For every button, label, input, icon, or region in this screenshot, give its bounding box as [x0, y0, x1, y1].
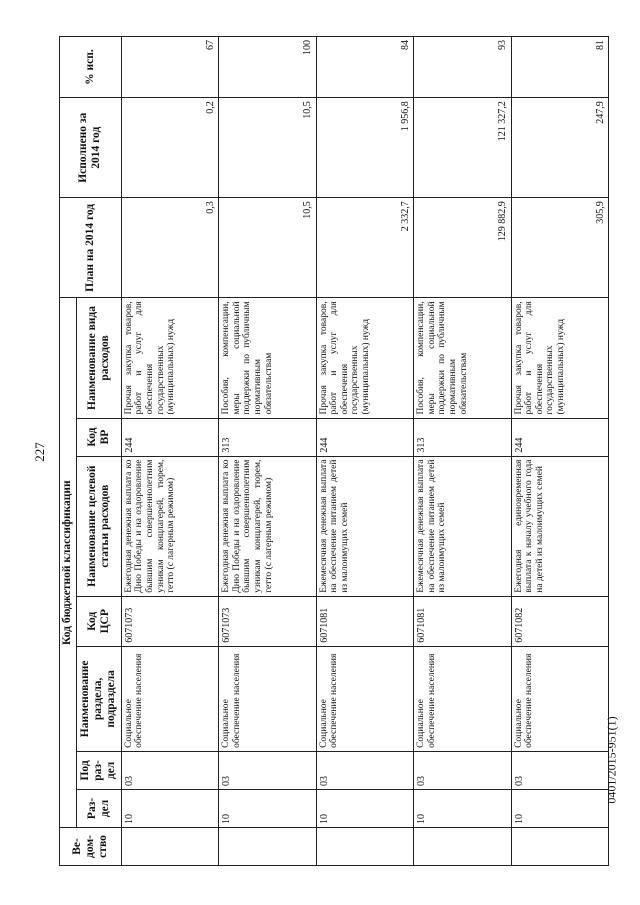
cell-csr-name: Ежегодная денежная выплата ко Дню Победы и на оздоровление бывшим совершеннолетним узникам концлагерей, тюрем, гетто (с лагерным режимом) [121, 456, 218, 596]
cell-pct: 84 [316, 37, 413, 98]
table-row [316, 37, 413, 866]
cell-vr: 313 [219, 418, 316, 456]
cell-razdel: 10 [511, 789, 608, 827]
cell-vr-name: Прочая закупка товаров, работ и услуг для обеспечения государственных (муниципальных) нужд [121, 298, 218, 418]
cell-razdel: 10 [219, 789, 316, 827]
cell-vr-name: Пособия, компенсации, меры социальной поддержки по публичным нормативным обязательствам [414, 298, 511, 418]
cell-pct: 81 [511, 37, 608, 98]
header-vr-name: Наименование вида расходов [77, 298, 122, 418]
header-razdel-name: Наименование раздела, подраздела [77, 646, 122, 751]
cell-ved [121, 827, 218, 865]
cell-ved [219, 827, 316, 865]
cell-plan: 10,5 [219, 198, 316, 298]
cell-csr: 6071073 [219, 596, 316, 646]
cell-csr: 6071081 [316, 596, 413, 646]
cell-pct: 93 [414, 37, 511, 98]
cell-podrazdel: 03 [121, 751, 218, 789]
table-row [414, 37, 511, 866]
cell-csr: 6071082 [511, 596, 608, 646]
cell-podrazdel: 03 [219, 751, 316, 789]
cell-vr: 244 [511, 418, 608, 456]
cell-ved [316, 827, 413, 865]
table-row [121, 37, 218, 866]
cell-vr: 244 [316, 418, 413, 456]
cell-vr-name: Прочая закупка товаров, работ и услуг для обеспечения государственных (муниципальных) нужд [316, 298, 413, 418]
header-csr: Код ЦСР [77, 596, 122, 646]
cell-plan: 129 882,9 [414, 198, 511, 298]
document-code: 0401/2015-951(1) [604, 716, 619, 804]
cell-csr: 6071073 [121, 596, 218, 646]
page-number: 227 [32, 442, 47, 462]
cell-csr-name: Ежемесячная денежная выплата на обеспечение питанием детей из малоимущих семей [316, 456, 413, 596]
cell-csr-name: Ежегодная денежная выплата ко Дню Победы и на оздоровление бывшим совершеннолетним узникам концлагерей, тюрем, гетто (с лагерным режимом) [219, 456, 316, 596]
cell-razdel-name: Социальное обеспечение населения [121, 646, 218, 751]
cell-vr-name: Прочая закупка товаров, работ и услуг для обеспечения государственных (муниципальных) нужд [511, 298, 608, 418]
table-row [219, 37, 316, 866]
cell-razdel-name: Социальное обеспечение населения [316, 646, 413, 751]
cell-pct: 100 [219, 37, 316, 98]
budget-table [59, 36, 609, 866]
cell-csr-name: Ежегодная единовременная выплата к началу учебного года на детей из малоимущих семей [511, 456, 608, 596]
cell-razdel-name: Социальное обеспечение населения [219, 646, 316, 751]
cell-plan: 2 332,7 [316, 198, 413, 298]
cell-razdel: 10 [316, 789, 413, 827]
header-row-group [60, 37, 77, 866]
cell-fact: 1 956,8 [316, 98, 413, 198]
cell-podrazdel: 03 [414, 751, 511, 789]
cell-vr-name: Пособия, компенсации, меры социальной поддержки по публичным нормативным обязательствам [219, 298, 316, 418]
cell-fact: 0,2 [121, 98, 218, 198]
cell-vr: 244 [121, 418, 218, 456]
header-podrazdel: Под раз-дел [77, 751, 122, 789]
cell-razdel: 10 [121, 789, 218, 827]
cell-csr-name: Ежемесячная денежная выплата на обеспечение питанием детей из малоимущих семей [414, 456, 511, 596]
header-csr-name: Наименование целевой статьи расходов [77, 456, 122, 596]
cell-razdel: 10 [414, 789, 511, 827]
header-vr: Код ВР [77, 418, 122, 456]
cell-podrazdel: 03 [316, 751, 413, 789]
header-pct: % исп. [60, 37, 122, 98]
cell-vr: 313 [414, 418, 511, 456]
header-razdel: Раз-дел [77, 789, 122, 827]
cell-fact: 121 327,2 [414, 98, 511, 198]
table-row [511, 37, 608, 866]
header-group-budget-classification: Код бюджетной классификации [60, 298, 77, 828]
cell-ved [414, 827, 511, 865]
rotated-table-inner [59, 36, 609, 866]
header-plan: План на 2014 год [60, 198, 122, 298]
cell-ved [511, 827, 608, 865]
header-ved: Ве-дом-ство [60, 827, 122, 865]
cell-plan: 305,9 [511, 198, 608, 298]
cell-fact: 247,9 [511, 98, 608, 198]
cell-plan: 0,3 [121, 198, 218, 298]
cell-pct: 67 [121, 37, 218, 98]
cell-csr: 6071081 [414, 596, 511, 646]
cell-razdel-name: Социальное обеспечение населения [511, 646, 608, 751]
cell-podrazdel: 03 [511, 751, 608, 789]
rotated-table-area [59, 36, 609, 866]
table-body [121, 37, 608, 866]
header-fact: Исполнено за 2014 год [60, 98, 122, 198]
cell-razdel-name: Социальное обеспечение населения [414, 646, 511, 751]
cell-fact: 10,5 [219, 98, 316, 198]
